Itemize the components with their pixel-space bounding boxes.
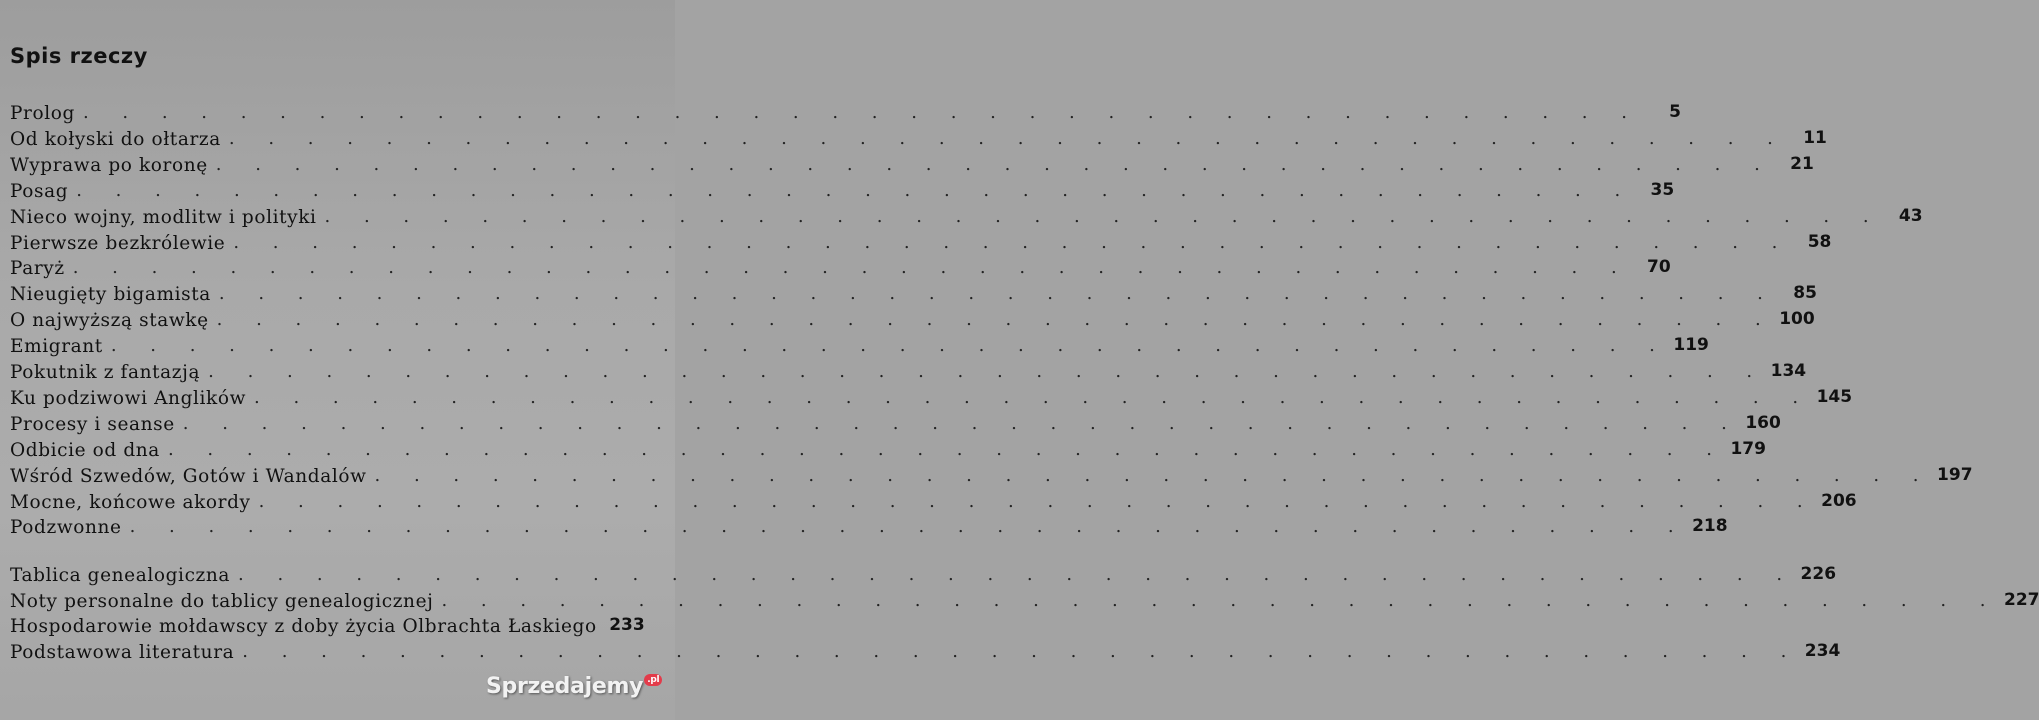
toc-entry (10, 281, 1817, 305)
toc-entry (10, 359, 1807, 383)
watermark-text: Sprzedajemy (486, 674, 644, 699)
toc-entry (10, 639, 1841, 663)
toc-entry-title: Wyprawa po koronę (10, 155, 208, 176)
dot-leader: . . . . . . . . . . . . . . . . . . . . . . . . . . . . . . . . . . . . . . . . (228, 128, 1787, 149)
dot-leader: . . . . . . . . . . . . . . . . . . . . . . . . . . . . . . . . . . . . . . . . (324, 206, 1883, 227)
toc-entry-title: Prolog (10, 103, 75, 124)
toc-entry (10, 307, 1815, 331)
toc-entry-title: Podzwonne (10, 517, 122, 538)
toc-entry (10, 100, 1681, 124)
toc-entry (10, 178, 1675, 202)
toc-entry-page-number: 85 (1793, 283, 1817, 303)
toc-entry-page-number: 119 (1673, 335, 1709, 355)
toc-entry-page-number: 218 (1692, 516, 1728, 536)
toc-entry-page-number: 100 (1779, 309, 1815, 329)
toc-entry-title: Odbicie od dna (10, 440, 160, 461)
dot-leader: . . . . . . . . . . . . . . . . . . . . . . . . . . . . . . . . . . . . . . . . (110, 335, 1669, 356)
toc-entry (10, 613, 643, 637)
toc-entry-page-number: 58 (1807, 232, 1832, 252)
toc-entry (10, 333, 1709, 357)
toc-entry (10, 126, 1827, 150)
toc-entry-title: Podstawowa literatura (10, 642, 235, 663)
toc-entry-title: Posag (10, 181, 69, 202)
toc-entry-title: Procesy i seanse (10, 414, 175, 435)
dot-leader: . . . . . . . . . . . . . . . . . . . . . . . . . . . . . . . . . . . . . . . . (216, 309, 1775, 330)
toc-entry-page-number: 233 (609, 615, 645, 635)
toc-entry (10, 411, 1781, 435)
toc-entry-title: Wśród Szwedów, Gotów i Wandalów (10, 466, 367, 487)
dot-leader: . . . . . . . . . . . . . . . . . . . . . . . . . . . . . . . . . . . . . . . . (208, 361, 1767, 382)
toc-entry-title: Nieugięty bigamista (10, 284, 211, 305)
toc-entry-page-number: 5 (1669, 102, 1681, 122)
toc-entry (10, 230, 1832, 254)
dot-leader: . . . . . . . . . . . . . . . . . . . . . . . . . . . . . . . . . . . . . . . . (242, 641, 1801, 662)
toc-entry-page-number: 206 (1821, 491, 1857, 511)
toc-entry-title: Pierwsze bezkrólewie (10, 233, 226, 254)
toc-entry (10, 489, 1857, 513)
watermark-badge: .pl (644, 674, 662, 686)
toc-entry-title: Pokutnik z fantazją (10, 362, 201, 383)
page-title: Spis rzeczy (10, 44, 148, 68)
dot-leader: . . . . . . . . . . . . . . . . . . . . . . . . . . . . . . . . . . . . . . . . (76, 180, 1635, 201)
toc-entry (10, 152, 1814, 176)
toc-entry (10, 204, 1923, 228)
dot-leader: . . . . . . . . . . . . . . . . . . . . . . . . . . . . . . . . . . . . . . . . (238, 564, 1797, 585)
dot-leader: . . . . . . . . . . . . . . . . . . . . . . . . . . . . . . . . . . . . . . . . (82, 102, 1641, 123)
dot-leader: . . . . . . . . . . . . . . . . . . . . . . . . . . . . . . . . . . . . . . . . (129, 516, 1688, 537)
dot-leader: . . . . . . . . . . . . . . . . . . . . . . . . . . . . . . . . . . . . . . . . (182, 413, 1741, 434)
toc-entry-page-number: 160 (1745, 413, 1781, 433)
toc-entry-title: Paryż (10, 258, 65, 279)
toc-entry (10, 514, 1728, 538)
toc-entry (10, 588, 2039, 612)
dot-leader: . . . . . . . . . . . . . . . . . . . . . . . . . . . . . . . . . . . . . . . . (374, 465, 1933, 486)
toc-entry-page-number: 70 (1647, 257, 1671, 277)
toc-entry (10, 385, 1853, 409)
toc-entry-page-number: 227 (2003, 590, 2039, 610)
toc-entry-title: Tablica genealogiczna (10, 565, 231, 586)
dot-leader: . . . . . . . . . . . . . . . . . . . . . . . . . . . . . . . . . . . . . . . . (254, 387, 1813, 408)
dot-leader: . . . . . . . . . . . . . . . . . . . . . . . . . . . . . . . . . . . . . . . . (218, 283, 1777, 304)
toc-entry-page-number: 234 (1804, 641, 1841, 661)
dot-leader: . . . . . . . . . . . . . . . . . . . . . . . . . . . . . . . . . . . . . . . . (167, 439, 1726, 460)
toc-entry-page-number: 43 (1898, 206, 1923, 226)
toc-entry (10, 562, 1837, 586)
toc-entry-title: Noty personalne do tablicy genealogicznej (10, 591, 434, 612)
watermark-logo (486, 674, 662, 699)
toc-entry-title: Nieco wojny, modlitw i polityki (10, 207, 317, 228)
dot-leader: . . . . . . . . . . . . . . . . . . . . . . . . . . . . . . . . . . . . . . . . (72, 257, 1631, 278)
toc-entry-page-number: 197 (1937, 465, 1973, 485)
toc-entry-title: O najwyższą stawkę (10, 310, 209, 331)
dot-leader: . . . . . . . . . . . . . . . . . . . . . . . . . . . . . . . . . . . . . . . . (258, 491, 1817, 512)
toc-entry-page-number: 226 (1800, 564, 1837, 584)
toc-entry-title: Hospodarowie mołdawscy z doby życia Olbrachta Łaskiego (10, 616, 597, 637)
toc-entry-page-number: 179 (1730, 439, 1766, 459)
toc-entry-title: Od kołyski do ołtarza (10, 129, 221, 150)
toc-entry (10, 463, 1973, 487)
toc-entry-page-number: 145 (1816, 387, 1853, 407)
toc-entry-title: Emigrant (10, 336, 103, 357)
toc-entry-page-number: 21 (1790, 154, 1814, 174)
toc-entry-title: Ku podziwowi Anglików (10, 388, 247, 409)
toc-entry (10, 437, 1766, 461)
toc-entry-page-number: 35 (1650, 180, 1675, 200)
toc-entry-page-number: 134 (1770, 361, 1807, 381)
dot-leader: . . . . . . . . . . . . . . . . . . . . . . . . . . . . . . . . . . . . . . . . (215, 154, 1774, 175)
toc-entry-page-number: 11 (1803, 128, 1827, 148)
dot-leader: . . . . . . . . . . . . . . . . . . . . . . . . . . . . . . . . . . . . . . . . (441, 590, 2000, 611)
toc-entry (10, 255, 1671, 279)
toc-entry-title: Mocne, końcowe akordy (10, 492, 251, 513)
dot-leader: . . . . . . . . . . . . . . . . . . . . . . . . . . . . . . . . . . . . . . . . (233, 232, 1792, 253)
